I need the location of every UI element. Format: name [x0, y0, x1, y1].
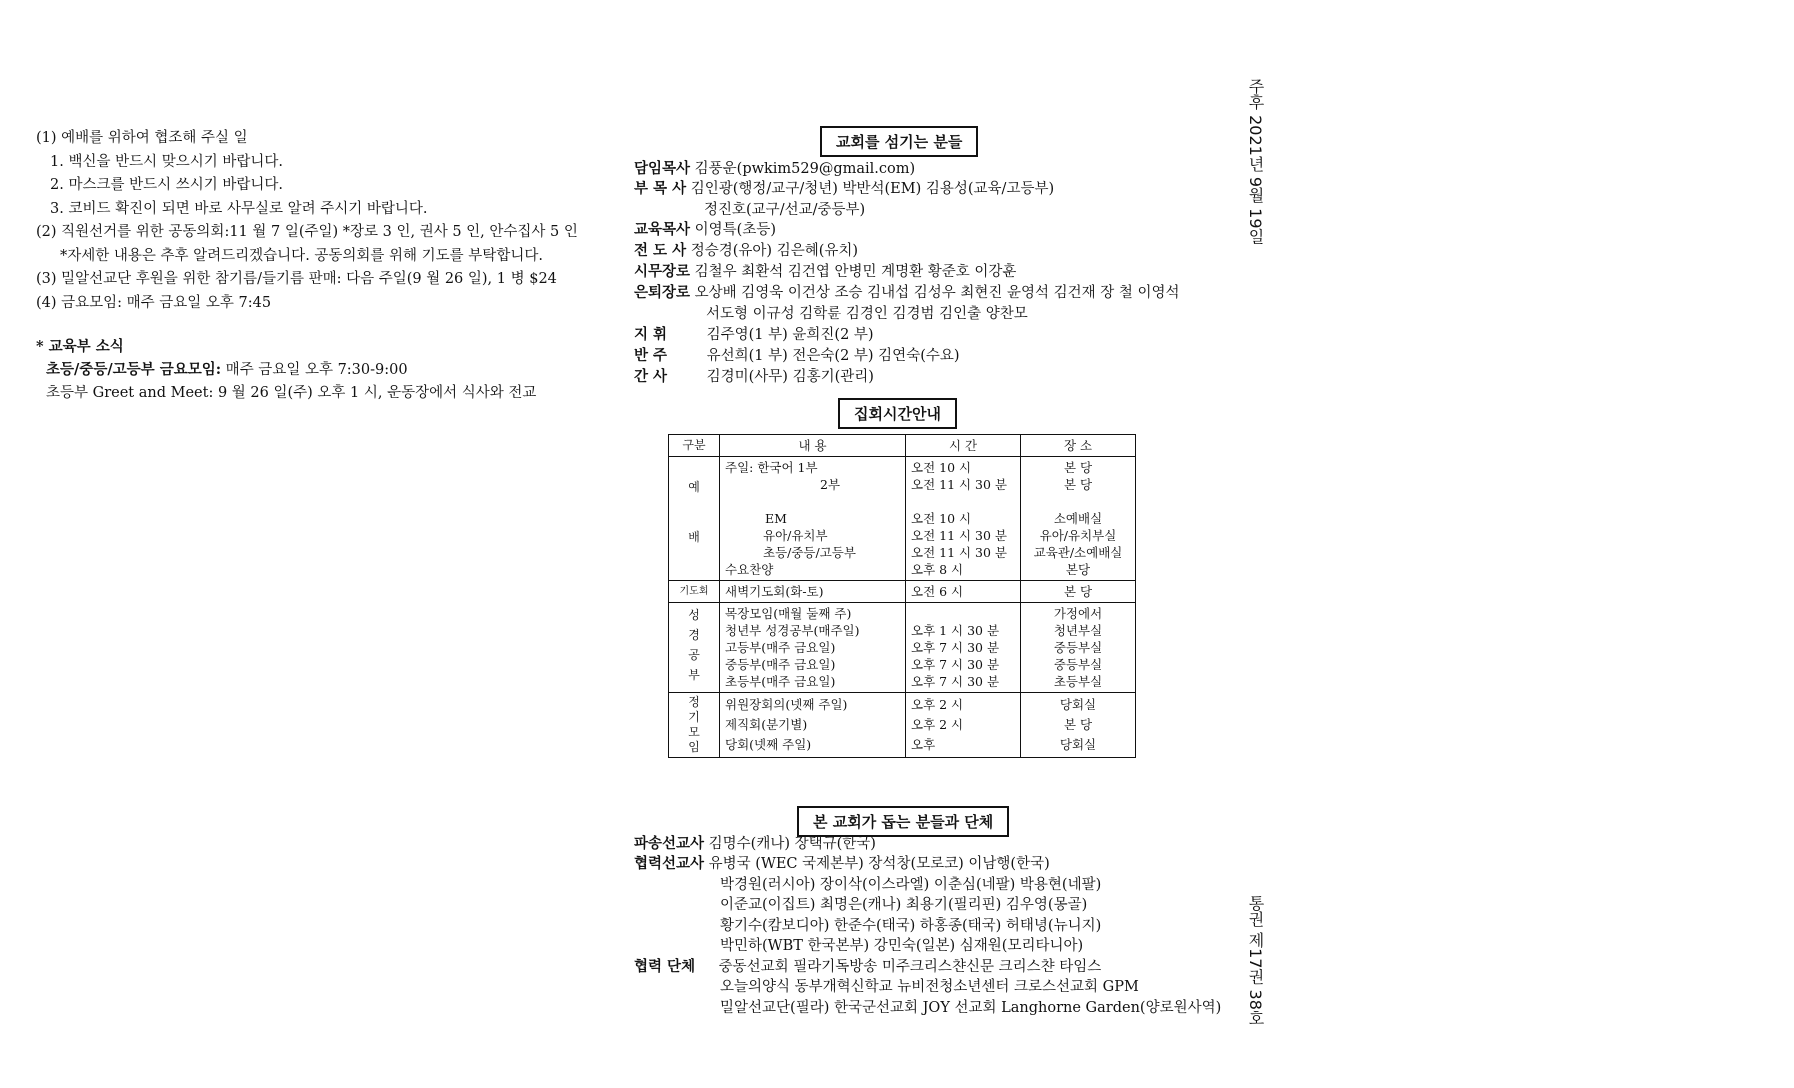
staff-row [706, 305, 1028, 323]
category-char: 정 [688, 695, 700, 709]
cooperation-item: 2. 마스크를 반드시 쓰시기 바랍니다. [50, 177, 283, 193]
staff-names: 정승경(유아) 김은혜(유치) [686, 243, 859, 259]
education-title: * 교육부 소식 [36, 338, 124, 355]
staff-names: 김철우 최환석 김건엽 안병민 계명환 황준호 이강훈 [690, 264, 1017, 280]
staff-names: 유선희(1 부) 전은숙(2 부) 김연숙(수요) [702, 348, 960, 364]
table-row [669, 693, 1136, 758]
missions-names: 유병국 (WEC 국제본부) 장석창(모로코) 이남행(한국) [704, 856, 1050, 872]
staff-role: 교육목사 [634, 221, 691, 238]
category-char: 임 [688, 740, 700, 754]
notice-friday-meeting: (4) 금요모임: 매주 금요일 오후 7:45 [36, 295, 272, 311]
worship-place-line [1026, 493, 1130, 510]
bulletin-date: 주후 2021년 9월 19일 [1246, 78, 1265, 245]
staff-role: 시무장로 [634, 263, 691, 280]
bible-place-line: 가정에서 [1053, 606, 1103, 621]
worship-time-line: 오전 11 시 30 분 [911, 545, 1008, 560]
missions-names: 김명수(캐나) 장택규(한국) [704, 836, 876, 852]
bible-content-line: 중등부(매주 금요일) [725, 657, 836, 672]
worship-time-line: 오전 10 시 [911, 511, 972, 526]
worship-content-line: 초등/중등/고등부 [763, 545, 856, 560]
meeting-content-line: 위원장회의(넷째 주일) [725, 697, 848, 712]
header-content: 내 용 [720, 435, 906, 457]
meeting-content-line: 당회(넷째 주일) [725, 737, 812, 752]
header-time: 시 간 [906, 435, 1021, 457]
bible-place-line: 중등부실 [1053, 657, 1103, 672]
bible-place-line: 청년부실 [1053, 623, 1103, 638]
worship-time-line: 오전 11 시 30 분 [911, 528, 1008, 543]
staff-section-title: 교회를 섬기는 분들 [820, 126, 978, 157]
missions-role: 파송선교사 [634, 835, 705, 852]
bible-place-line: 중등부실 [1053, 640, 1103, 655]
missions-row [720, 876, 1101, 894]
category-char: 기 [688, 710, 700, 724]
staff-row [634, 263, 1016, 281]
cooperation-item: 3. 코비드 확진이 되면 바로 사무실로 알려 주시기 바랍니다. [50, 201, 428, 217]
prayer-content: 새벽기도회(화-토) [720, 581, 906, 603]
category-char: 공 [688, 648, 700, 662]
worship-content [720, 457, 906, 581]
category-char: 성 [688, 608, 700, 622]
education-item [46, 361, 408, 379]
staff-row [634, 221, 776, 239]
staff-role: 부 목 사 [634, 180, 687, 197]
worship-place-line: 본당 [1065, 562, 1091, 577]
meeting-place-line: 본 당 [1063, 717, 1093, 732]
bible-time-line: 오후 7 시 30 분 [911, 674, 1000, 689]
education-item-text: 매주 금요일 오후 7:30-9:00 [221, 362, 408, 378]
bible-time [906, 603, 1021, 693]
bible-place-line: 초등부실 [1053, 674, 1103, 689]
education-item: 초등부 Greet and Meet: 9 월 26 일(주) 오후 1 시, 운동장에서 식사와 전교 [46, 385, 537, 401]
schedule-table [668, 434, 1136, 758]
staff-names: 김인광(행정/교구/청년) 박반석(EM) 김용성(교육/고등부) [686, 181, 1055, 197]
missions-row [634, 835, 876, 853]
missions-row [720, 917, 1101, 935]
notice-election-detail: *자세한 내용은 추후 알려드리겠습니다. 공동의회를 위해 기도를 부탁합니다. [60, 248, 543, 264]
staff-names: 이영특(초등) [690, 222, 776, 238]
missions-row [720, 896, 1087, 914]
missions-names: 황기수(캄보디아) 한준수(태국) 하홍종(태국) 허태녕(뉴니지) [720, 918, 1102, 934]
bible-content-line: 초등부(매주 금요일) [725, 674, 836, 689]
bible-place [1021, 603, 1136, 693]
missions-role: 협력 단체 [634, 958, 696, 975]
missions-names: 박민하(WBT 한국본부) 강민숙(일본) 심재원(모리타니아) [720, 938, 1084, 954]
category-char: 경 [688, 628, 700, 642]
staff-role: 반 주 [634, 347, 668, 364]
staff-names: 김경미(사무) 김홍기(관리) [702, 369, 874, 385]
table-row [669, 603, 1136, 693]
staff-row [634, 284, 1180, 302]
staff-row [634, 180, 1054, 198]
meeting-time-line: 오후 2 시 [911, 697, 964, 712]
worship-content-line: 2부 [820, 477, 841, 492]
header-place: 장 소 [1021, 435, 1136, 457]
notice-oil-sale: (3) 밀알선교단 후원을 위한 참기름/들기름 판매: 다음 주일(9 월 26 일), 1 병 $24 [36, 271, 557, 287]
staff-role: 은퇴장로 [634, 284, 691, 301]
staff-role: 간 사 [634, 368, 668, 385]
cooperation-title: (1) 예배를 위하여 협조해 주실 일 [36, 130, 248, 146]
staff-names: 오상배 김영욱 이건상 조승 김내섭 김성우 최현진 윤영석 김건재 장 철 이영석 [690, 285, 1180, 301]
worship-content-line [725, 493, 900, 510]
bible-time-line: 오후 7 시 30 분 [911, 640, 1000, 655]
meeting-place [1021, 693, 1136, 758]
table-row [669, 457, 1136, 581]
worship-time-line: 오전 10 시 [911, 460, 972, 475]
meeting-content [720, 693, 906, 758]
cooperation-item: 1. 백신을 반드시 맞으시기 바랍니다. [50, 154, 283, 170]
missions-row [720, 978, 1139, 996]
category-worship [669, 457, 720, 581]
staff-row [634, 242, 858, 260]
prayer-time: 오전 6 시 [906, 581, 1021, 603]
category-char: 모 [688, 725, 700, 739]
missions-section-title: 본 교회가 돕는 분들과 단체 [797, 806, 1009, 837]
bible-content-line: 청년부 성경공부(매주일) [725, 623, 860, 638]
worship-place-line: 교육관/소예배실 [1033, 545, 1123, 560]
missions-names: 이준교(이집트) 최명은(캐나) 최용기(필리핀) 김우영(몽골) [720, 897, 1088, 913]
meeting-content-line: 제직회(분기별) [725, 717, 808, 732]
category-char: 예 [688, 480, 700, 494]
category-char: 부 [688, 668, 700, 682]
bible-time-line [911, 605, 1015, 622]
category-char: 배 [688, 530, 700, 544]
schedule-section-title: 집회시간안내 [838, 398, 957, 429]
staff-names: 정진호(교구/선교/중등부) [704, 202, 866, 218]
bible-content [720, 603, 906, 693]
staff-row [634, 347, 960, 365]
missions-row [634, 958, 1101, 976]
missions-row [720, 999, 1221, 1017]
staff-row [634, 326, 874, 344]
header-category: 구분 [669, 435, 720, 457]
meeting-time-line: 오후 2 시 [911, 717, 964, 732]
missions-names: 중동선교회 필라기독방송 미주크리스챤신문 크리스챤 타임스 [714, 959, 1102, 975]
bible-time-line: 오후 1 시 30 분 [911, 623, 1000, 638]
worship-content-line: EM [765, 511, 787, 526]
meeting-time [906, 693, 1021, 758]
missions-role: 협력선교사 [634, 855, 705, 872]
worship-place-line: 유아/유치부실 [1039, 528, 1117, 543]
staff-names: 김주영(1 부) 윤희진(2 부) [702, 327, 874, 343]
category-bible-study [669, 603, 720, 693]
worship-time [906, 457, 1021, 581]
worship-place [1021, 457, 1136, 581]
worship-content-line: 주일: 한국어 1부 [725, 460, 818, 475]
staff-role: 전 도 사 [634, 242, 687, 259]
missions-names: 오늘의양식 동부개혁신학교 뉴비전청소년센터 크로스선교회 GPM [720, 979, 1139, 995]
worship-place-line: 본 당 [1063, 477, 1093, 492]
staff-row [634, 368, 874, 386]
staff-row [634, 160, 915, 178]
worship-time-line [911, 493, 1015, 510]
education-item-label: 초등/중등/고등부 금요모임: [46, 361, 222, 378]
staff-role: 담임목사 [634, 160, 691, 177]
staff-row [704, 201, 865, 219]
missions-names: 밀알선교단(필라) 한국군선교회 JOY 선교회 Langhorne Garden(양로원사역) [720, 1000, 1222, 1016]
worship-time-line: 오전 11 시 30 분 [911, 477, 1008, 492]
meeting-time-line: 오후 [911, 737, 936, 752]
worship-content-line: 수요찬양 [725, 562, 774, 577]
missions-row [634, 855, 1050, 873]
notice-election: (2) 직원선거를 위한 공동의회:11 월 7 일(주일) *장로 3 인, 권사 5 인, 안수집사 5 인 [36, 224, 578, 240]
staff-names: 서도형 이규성 김학륜 김경인 김경범 김인출 양찬모 [706, 306, 1028, 322]
category-prayer: 기도회 [669, 581, 720, 603]
staff-names: 김풍운(pwkim529@gmail.com) [690, 161, 916, 177]
worship-time-line: 오후 8 시 [911, 562, 964, 577]
staff-role: 지 휘 [634, 326, 668, 343]
bible-content-line: 목장모임(매월 둘째 주) [725, 606, 852, 621]
bible-time-line: 오후 7 시 30 분 [911, 657, 1000, 672]
meeting-place-line: 당회실 [1059, 737, 1097, 752]
missions-row [720, 937, 1083, 955]
worship-place-line: 소예배실 [1053, 511, 1103, 526]
meeting-place-line: 당회실 [1059, 697, 1097, 712]
schedule-header-row [669, 435, 1136, 457]
category-regular-meeting [669, 693, 720, 758]
bulletin-volume: 통권 제17권 38호 [1246, 895, 1265, 1026]
prayer-place: 본 당 [1021, 581, 1136, 603]
worship-content-line: 유아/유치부 [763, 528, 828, 543]
missions-names: 박경원(러시아) 장이삭(이스라엘) 이춘심(네팔) 박용현(네팔) [720, 877, 1102, 893]
bible-content-line: 고등부(매주 금요일) [725, 640, 836, 655]
table-row [669, 581, 1136, 603]
worship-place-line: 본 당 [1063, 460, 1093, 475]
